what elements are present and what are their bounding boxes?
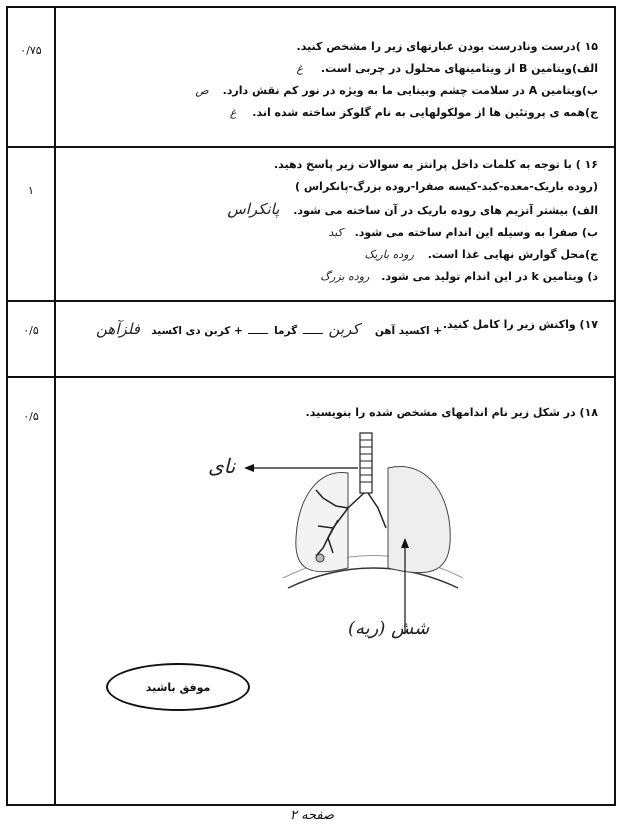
q17-product: + کربن دی اکسید: [151, 325, 243, 337]
q16-item-a: [78, 198, 598, 222]
good-luck-text: موفق باشید: [145, 680, 211, 694]
q18-answer-trachea: نای: [208, 454, 236, 478]
q16-b-answer: کبد: [328, 226, 343, 239]
q16-d-text: د) ویتامین k در این اندام تولید می شود.: [381, 270, 598, 283]
q15-a-text: الف)ویتامین B از ویتامینهای محلول در چربی است.: [320, 62, 598, 75]
q17-heat-label: گرما: [274, 325, 298, 337]
q15-a-answer: غ: [296, 62, 304, 75]
q16-word-bank: (روده باریک-معده-کبد-کیسه صفرا-روده بزرگ-پانکراس ): [295, 180, 598, 193]
page-number: صفحه ۲: [289, 808, 335, 823]
question-15: [78, 36, 598, 124]
q16-item-c: [78, 244, 598, 266]
q16-d-answer: روده بزرگ: [320, 270, 370, 283]
q17-reaction: [96, 320, 442, 338]
q17-answer-2: کربن: [328, 320, 360, 338]
q16-c-text: ج)محل گوارش نهایی غذا است.: [427, 248, 598, 261]
q15-title: ۱۵ )درست ونادرست بودن عبارتهای زیر را مشخص کنید.: [296, 40, 598, 53]
q16-c-answer: روده باریک: [364, 248, 414, 261]
row-divider: [8, 376, 614, 378]
score-q18: ۰/۵: [23, 410, 39, 423]
q16-title: ۱۶ ) با توجه به کلمات داخل پرانتز به سوالات زیر پاسخ دهید.: [273, 158, 598, 171]
q17-reactant: + اکسید آهن: [374, 325, 443, 337]
score-q16: ۱: [28, 184, 34, 197]
q18-title: ۱۸) در شکل زیر نام اندامهای مشخص شده را بنویسید.: [305, 406, 598, 419]
exam-page: [6, 6, 616, 806]
q15-b-text: ب)ویتامین A در سلامت چشم وبینایی ما به ویژه در نور کم نقش دارد.: [222, 84, 598, 97]
score-q15: ۰/۷۵: [20, 44, 42, 57]
q17-answer-1: فلزآهن: [96, 320, 140, 338]
q16-b-text: ب) صفرا به وسیله این اندام ساخته می شود.: [354, 226, 598, 239]
score-column-divider: [54, 8, 56, 804]
question-18: [78, 402, 598, 424]
q18-answer-lung: شش (ریه): [348, 618, 430, 639]
q15-b-answer: ص: [195, 84, 209, 97]
label-arrows: [198, 453, 363, 643]
good-luck-oval: [106, 663, 250, 711]
row-divider: [8, 300, 614, 302]
q15-c-text: ج)همه ی پروتئین ها از مولکولهایی به نام گلوکز ساخته شده اند.: [252, 106, 598, 119]
q16-item-b: [78, 222, 598, 244]
q15-c-answer: غ: [229, 106, 237, 119]
question-16: [78, 154, 598, 288]
q15-item-c: [78, 102, 598, 124]
q17-title: ۱۷) واکنش زیر را کامل کنید.: [442, 318, 598, 331]
q16-a-text: الف) بیشتر آنزیم های روده باریک در آن ساخته می شود.: [293, 204, 598, 217]
q16-item-d: [78, 266, 598, 288]
q15-item-b: [78, 80, 598, 102]
q15-item-a: [78, 58, 598, 80]
q16-a-answer: پانکراس: [227, 200, 280, 218]
score-q17: ۰/۵: [23, 324, 39, 337]
row-divider: [8, 146, 614, 148]
